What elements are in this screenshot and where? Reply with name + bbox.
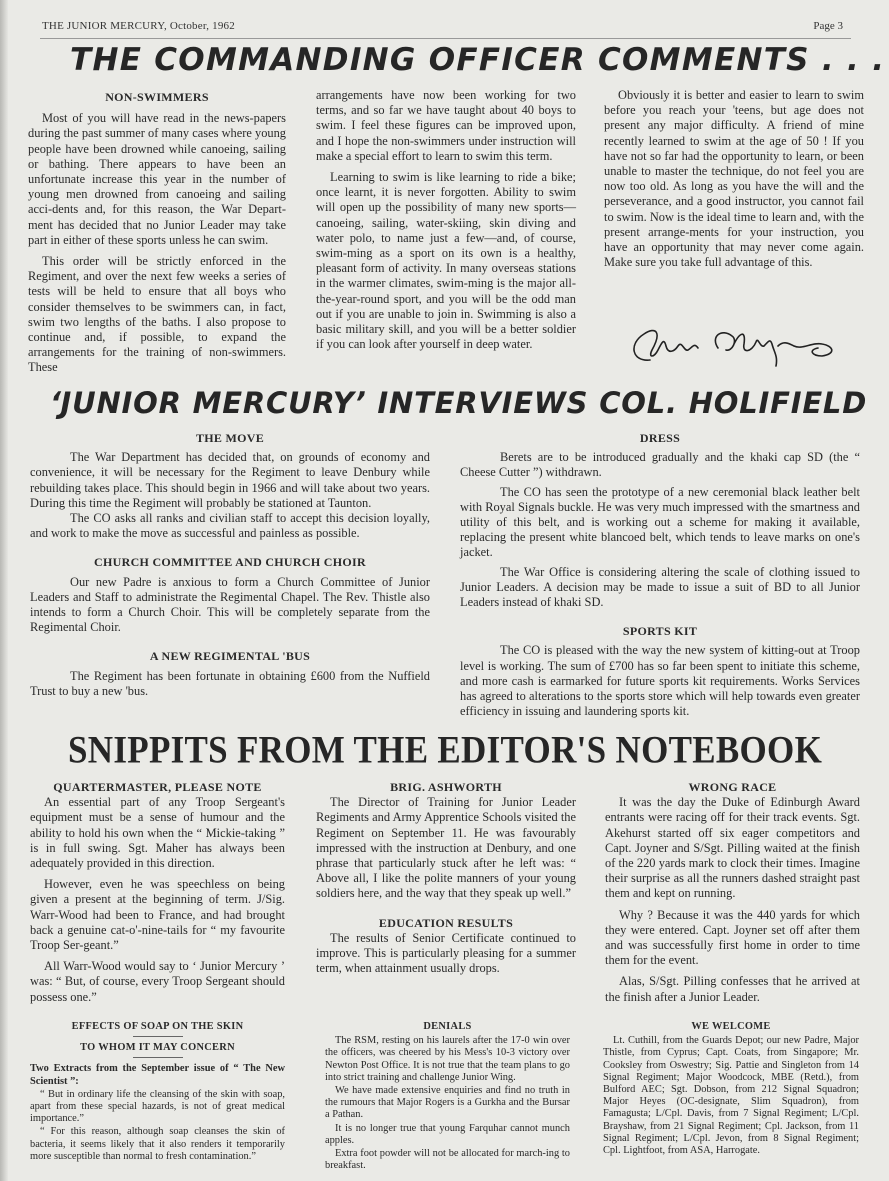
paragraph: Our new Padre is anxious to form a Church Committee of Junior Leaders and Staff to administrate the Regimental Chapel. The Rev. Thistle also intends to form a Church Choir. This will be completely separate from the Regimental Choir. bbox=[30, 574, 430, 635]
soap-column bbox=[30, 1021, 285, 1163]
paragraph: Berets are to be introduced gradually and the khaki cap SD (the “ Cheese Cutter ”) withdrawn. bbox=[460, 450, 860, 480]
the-move-heading: THE MOVE bbox=[195, 431, 265, 445]
denials-heading: DENIALS bbox=[423, 1021, 472, 1032]
interview-headline: ‘JUNIOR MERCURY’ INTERVIEWS COL. HOLIFIELD bbox=[50, 386, 868, 420]
paragraph: Extra foot powder will not be allocated for march-ing to breakfast. bbox=[325, 1148, 570, 1172]
paragraph: The CO has seen the prototype of a new ceremonial black leather belt with Royal Signals buckle. He was very much impressed with the smartness and utility of this belt, and is working out a scheme for making it available, replacing the present white blancoed belt, which tends to leave marks on one's jacket. bbox=[460, 484, 860, 560]
paragraph: Alas, S/Sgt. Pilling confesses that he arrived at the finish after a Junior Leader. bbox=[605, 974, 860, 1004]
snippits-headline: SNIPPITS FROM THE EDITOR'S NOTEBOOK bbox=[68, 728, 823, 772]
paragraph: The Regiment has been fortunate in obtaining £600 from the Nuffield Trust to buy a new 'bus. bbox=[30, 668, 430, 698]
paragraph: The results of Senior Certificate continued to improve. This is particularly pleasing for a summer term, when attainment usually drops. bbox=[316, 930, 576, 976]
paragraph: The War Department has decided that, on grounds of economy and convenience, it will be necessary for the Regiment to leave Denbury while rebuilding takes place. This should begin in 1966 and will take about two years. During this time the Regiment will probably be stationed at Taunton. bbox=[30, 450, 430, 510]
extract-lead: Two Extracts from the September issue of “ The New Scientist ”: bbox=[30, 1063, 285, 1087]
header-rule bbox=[40, 38, 851, 39]
wrong-race-heading: WRONG RACE bbox=[688, 780, 777, 794]
interview-right-column bbox=[460, 431, 860, 719]
divider bbox=[133, 1057, 183, 1058]
paragraph: The CO is pleased with the way the new system of kitting-out at Troop level is working. The sum of £700 has so far been spent to initiate this scheme, and more cash is earmarked for future sports kit requirements. Works Services has agreed to alterations to the sports store which will help towards even greater efficiency in issuing and laundering sports kit. bbox=[460, 643, 860, 719]
dress-heading: DRESS bbox=[639, 431, 681, 445]
paragraph: The Director of Training for Junior Leader Regiments and Army Apprentice Schools visited the Regiment on September 11. He was favourably impressed with the instruction at Denbury, and one phrase that particularly stuck after he left was: “ Above all, I like the polite manners of your young soldiers here, and the way that they speak up well.” bbox=[316, 795, 576, 901]
non-swimmers-heading: NON-SWIMMERS bbox=[105, 90, 209, 104]
paragraph: An essential part of any Troop Sergeant's equipment must be a sense of humour and the ability to hold his own when the “ Mickie-taking ” is in full swing. Sgt. Maher has always been adequately provided in this direction. bbox=[30, 795, 285, 871]
bus-heading: A NEW REGIMENTAL 'BUS bbox=[149, 649, 311, 664]
snippits-column-2 bbox=[316, 780, 576, 976]
paragraph: We have made extensive enquiries and find no truth in the rumours that Major Rogers is a Gurkha and the Bursar a Pathan. bbox=[325, 1085, 570, 1121]
church-heading: CHURCH COMMITTEE AND CHURCH CHOIR bbox=[94, 555, 366, 570]
snippits-column-3 bbox=[605, 780, 860, 1005]
co-comments-headline: THE COMMANDING OFFICER COMMENTS . . . bbox=[70, 42, 886, 78]
co-column-1 bbox=[28, 90, 286, 376]
sports-kit-heading: SPORTS KIT bbox=[622, 624, 698, 639]
welcome-column bbox=[603, 1021, 859, 1157]
paragraph: Most of you will have read in the news-papers during the past summer of many cases where young people have been drowned while canoeing, sailing or bathing. There appears to have been an unfortunate increase this year in the number of young men drowned from canoeing and sailing acci-dents and, for this reason, the War Depart-ment has decided that no Junior Leader may take part in either of these sports unless he can swim. bbox=[28, 111, 286, 247]
welcome-heading: WE WELCOME bbox=[691, 1021, 771, 1032]
paragraph: “ But in ordinary life the cleansing of the skin with soap, apart from these special hazards, is not of great medical importance.” bbox=[30, 1088, 285, 1125]
education-heading: EDUCATION RESULTS bbox=[378, 915, 514, 930]
paragraph: Obviously it is better and easier to learn to swim before you reach your 'teens, but age does not present any major difficulty. A friend of mine recently learned to swim at the age of 50 ! If you have not so far had the opportunity to learn, or been unable to master the technique, do not feel you are now too old. As long as you have the will and the perseverance, and a good instructor, you cannot fail to swim. Now is the ideal time to learn and, with the present arrange-ments for your instruction, you have an opportunity that may never come again. Make sure you take full advantage of this. bbox=[604, 88, 864, 270]
page-number: Page 3 bbox=[813, 20, 843, 32]
paragraph: The RSM, resting on his laurels after the 17-0 win over the officers, was cheered by his Mess's 10-3 victory over Newton Post Office. It is not true that the team plans to go into strict training and challenge Junior Wing. bbox=[325, 1035, 570, 1083]
paragraph: arrangements have now been working for two terms, and so far we have taught about 40 boys to swim. I feel these figures can be improved upon, and I hope the non-swimmers under instruction will make a special effort to learn to swim this term. bbox=[316, 88, 576, 163]
paragraph: The War Office is considering altering the scale of clothing issued to Junior Leaders. A decision may be made to issue a suit of BD to all Junior Leaders instead of khaki SD. bbox=[460, 564, 860, 610]
signature bbox=[622, 322, 862, 372]
paragraph: Why ? Because it was the 440 yards for which they were entered. Capt. Joyner set off after them and was successfully first home in order to time them for the event. bbox=[605, 907, 860, 968]
paragraph: All Warr-Wood would say to ‘ Junior Mercury ’ was: “ But, of course, every Troop Sergeant should possess one.” bbox=[30, 959, 285, 1004]
paragraph: “ For this reason, although soap cleanses the skin of bacteria, it seems likely that it also renders it temporarily more susceptible than normal to fresh contamination.” bbox=[30, 1126, 285, 1162]
running-head: THE JUNIOR MERCURY, October, 1962 bbox=[42, 20, 235, 32]
paragraph: The CO asks all ranks and civilian staff to accept this decision loyally, and work to make the move as successful and painless as possible. bbox=[30, 511, 430, 541]
paragraph: This order will be strictly enforced in the Regiment, and over the next few weeks a series of tests will be held to ensure that all boys who consider themselves to be swimmers can, in fact, swim two lengths of the baths. I also propose to continue and, if possible, to expand the arrangements for the training of non-swimmers. These bbox=[28, 254, 286, 375]
paragraph: It is no longer true that young Farquhar cannot munch apples. bbox=[325, 1122, 570, 1146]
soap-heading: EFFECTS OF SOAP ON THE SKIN bbox=[71, 1021, 244, 1032]
page-edge-shadow bbox=[0, 0, 8, 1181]
co-column-2 bbox=[316, 88, 576, 352]
interview-left-column bbox=[30, 431, 430, 699]
paragraph: Lt. Cuthill, from the Guards Depot; our new Padre, Major Thistle, from Cyprus; Capt. Coats, from Singapore; Mr. Cooksley from Oswestry; Sig. Pattie and Singleton from 14 Signal Regiment; Major Woodcock, MBE (Retd.), from Bulford AEC; Sgt. Dobson, from 212 Signal Squadron; Major Heyes (OC-designate, Slim Squadron), from Famagusta; L/Cpl. Davis, from 7 Signal Regiment; L/Cpl. Brayshaw, from 21 Signal Regiment; Cpl. Jackson, from 11 Signal Regiment; L/Cpl. Jevon, from 8 Signal Regiment; Cpl. Lightfoot, from ASA, Harrogate. bbox=[603, 1035, 859, 1157]
paragraph: It was the day the Duke of Edinburgh Award entrants were racing off for their track events. Sgt. Akehurst started off six eager competitors and Capt. Joyner and S/Sgt. Pilling waited at the finish of the 220 yards mark to clock their times. Imagine their surprise as all the runners dashed straight past them and kept on running. bbox=[605, 795, 860, 901]
paragraph: However, even he was speechless on being given a present at the beginning of term. J/Sig. Warr-Wood had been to France, and had brought back a genuine cat-o'-nine-tails for “ my favourite Troop Ser-geant.” bbox=[30, 877, 285, 953]
paragraph: Learning to swim is like learning to ride a bike; once learnt, it is never forgotten. Ability to swim will open up the possibility of many new sports—canoeing, sailing, water-skiing, skin diving and water polo, to name just a few—and, of course, swim-ming as a sport on its own is a healthy, pleasant form of activity. In many overseas stations in the warmer climates, swim-ming is the major all-the-year-round sport, and you will be the odd man out if you are unable to join in. Swimming is also a basic military skill, and you will be a better soldier if you can look after yourself in deep water. bbox=[316, 170, 576, 352]
co-column-3 bbox=[604, 88, 864, 270]
to-whom-heading: TO WHOM IT MAY CONCERN bbox=[80, 1042, 235, 1054]
brig-ashworth-heading: BRIG. ASHWORTH bbox=[390, 780, 502, 794]
quartermaster-heading: QUARTERMASTER, PLEASE NOTE bbox=[53, 780, 262, 794]
snippits-column-1 bbox=[30, 780, 285, 1005]
denials-column bbox=[325, 1021, 570, 1172]
divider bbox=[133, 1036, 183, 1037]
